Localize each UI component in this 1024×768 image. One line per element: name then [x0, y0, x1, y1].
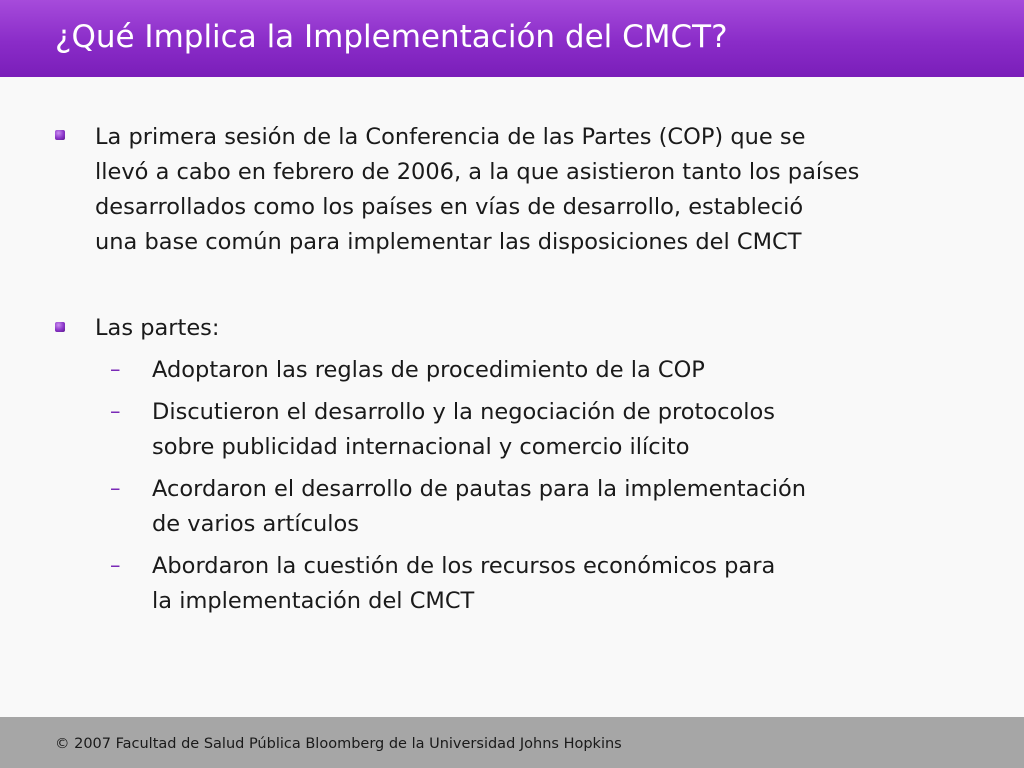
dash-icon: –: [110, 399, 121, 423]
subitem-2-line-1: Discutieron el desarrollo y la negociación de protocolos: [152, 399, 776, 425]
copyright-text: © 2007 Facultad de Salud Pública Bloomberg de la Universidad Johns Hopkins: [55, 736, 622, 752]
bullet-icon: [55, 322, 65, 332]
dash-icon: –: [110, 553, 121, 577]
bullet-1-line-3: desarrollados como los países en vías de desarrollo, estableció: [95, 194, 804, 220]
dash-icon: –: [110, 357, 121, 381]
slide-title: ¿Qué Implica la Implementación del CMCT?: [55, 19, 728, 55]
bullet-1-line-4: una base común para implementar las disposiciones del CMCT: [95, 229, 802, 255]
subitem-2-line-2: sobre publicidad internacional y comercio ilícito: [152, 434, 690, 460]
bullet-2-line-1: Las partes:: [95, 315, 220, 341]
bullet-icon: [55, 130, 65, 140]
subitem-3-line-2: de varios artículos: [152, 511, 360, 537]
subitem-4-line-1: Abordaron la cuestión de los recursos económicos para: [152, 553, 776, 579]
dash-icon: –: [110, 476, 121, 500]
footer-bar: [0, 717, 1024, 768]
subitem-1-line-1: Adoptaron las reglas de procedimiento de la COP: [152, 357, 705, 383]
subitem-3-line-1: Acordaron el desarrollo de pautas para la implementación: [152, 476, 807, 502]
subitem-4-line-2: la implementación del CMCT: [152, 588, 475, 614]
bullet-1-line-1: La primera sesión de la Conferencia de las Partes (COP) que se: [95, 124, 806, 150]
bullet-1-line-2: llevó a cabo en febrero de 2006, a la que asistieron tanto los países: [95, 159, 860, 185]
title-bar: [0, 0, 1024, 77]
